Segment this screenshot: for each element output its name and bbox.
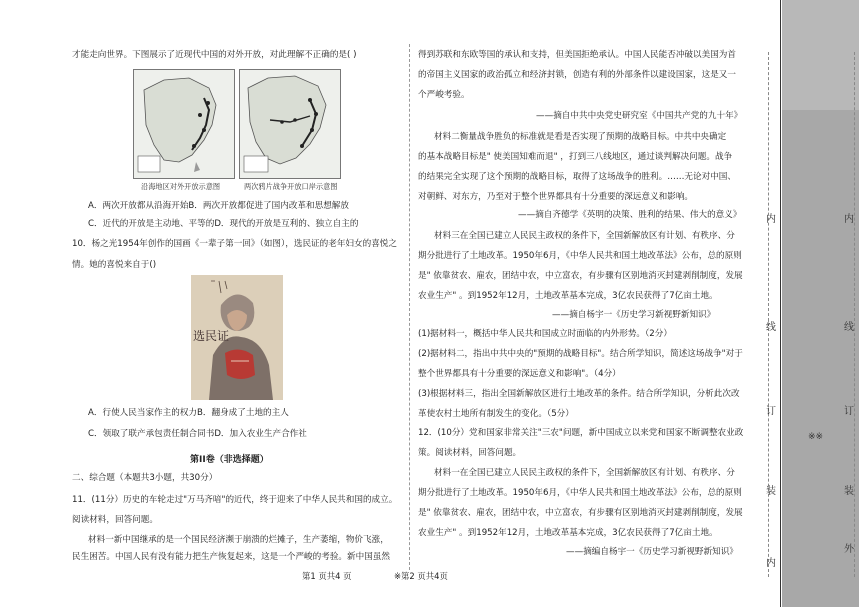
question-part-3-cont: 革使农村土地所有制发生的变化。（5分）	[418, 409, 574, 419]
material-3-line: 材料三在全国已建立人民民主政权的条件下，全国新解放区有计划、有秩序、分	[434, 231, 735, 241]
source-citation: ——摘编自杨宇一《历史学习新视野新知识》	[566, 547, 738, 557]
binding-line-label-outer: 线	[844, 322, 854, 333]
question-9-stem: 才能走向世界。下图展示了近现代中国的对外开放，对此理解不正确的是( )	[72, 50, 357, 60]
map-caption-left: 沿海地区对外开放示意图	[141, 182, 221, 191]
material-1-line: 是" 依靠贫农、雇农，团结中农，中立富农，有步骤有区别地消灭封建剥削制度，发展	[418, 508, 743, 518]
option-c-d: C．领取了联产承包责任制合同书D．加入农业生产合作社	[88, 429, 307, 439]
material-3-line: 农业生产" 。到1952年12月，土地改革基本完成，3亿农民获得了7亿亩土地。	[418, 291, 718, 301]
material-2-line: 的基本战略目标是" 使美国知难而退" ，打到三八线地区，通过谈判解决问题。战争	[418, 152, 733, 162]
coastal-open-map	[133, 69, 235, 179]
page-number-right: ※第2 页共4页	[394, 571, 448, 581]
binding-bind-label-outer: 装	[844, 486, 854, 497]
painting-image	[191, 275, 283, 400]
material-3-line: 是" 依靠贫农、雇农，团结中农，中立富农，有步骤有区别地消灭封建剥削制度，发展	[418, 271, 743, 281]
source-citation: ——摘自杨宇一《历史学习新视野新知识》	[552, 310, 716, 320]
material-1-line: 农业生产" 。到1952年12月，土地改革基本完成，3亿农民获得了7亿亩土地。	[418, 528, 718, 538]
material-line: 个严峻考验。	[418, 90, 470, 100]
binding-line-label: 线	[766, 322, 776, 333]
question-part-2: (2)据材料二，指出中共中央的"预期的战略目标"。结合所学知识，简述这场战争"对于	[418, 349, 743, 359]
binding-dashed-line	[768, 52, 769, 577]
column-divider	[409, 44, 410, 570]
question-11-stem: 11．(11分）历史的车轮走过"万马齐喑"的近代，终于迎来了中华人民共和国的成立。	[72, 495, 398, 505]
binding-frame	[762, 0, 781, 607]
binding-outer-label: 内	[766, 558, 776, 569]
material-2-line: 材料二衡量战争胜负的标准就是看是否实现了预期的战略目标。中共中央确定	[434, 132, 727, 142]
question-10-stem: 10．杨之光1954年创作的国画《一辈子第一回》（如图），选民证的老年妇女的喜悦之	[72, 239, 397, 249]
binding-inner-label: 内	[766, 214, 776, 225]
binding-margin	[760, 0, 860, 607]
map-caption-right: 两次鸦片战争开放口岸示意图	[244, 182, 338, 191]
question-part-2-cont: 整个世界都具有十分重要的深远意义和影响"。（4分）	[418, 369, 621, 379]
section-instructions: 二、综合题（本题共3小题，共30分）	[72, 473, 218, 483]
painting-voter-card-label: 选民证	[193, 329, 230, 343]
page-number-left: 第1 页共4 页	[302, 571, 352, 581]
question-11-instruction: 阅读材料，回答问题。	[72, 515, 158, 525]
material-2-line: 对朝鲜、对东方，乃至对于整个世界都具有十分重要的深远意义和影响。	[418, 192, 694, 202]
question-10-stem-cont: 情。她的喜悦来自于()	[72, 260, 157, 270]
question-12-instruction: 策。阅读材料，回答问题。	[418, 448, 522, 458]
material-2-line: 的结果完全实现了这个预期的战略目标，取得了这场战争的胜利。……无论对中国、	[418, 172, 736, 182]
material-3-line: 期分批进行了土地改革。1950年6月，《中华人民共和国土地改革法》公布，总的原则	[418, 251, 742, 261]
section-heading: 第II卷（非选择题）	[190, 455, 269, 465]
binding-marks: ※※	[808, 432, 824, 442]
question-12-stem: 12．(10分）党和国家非常关注"三农"问题，新中国成立以来党和国家不断调整农业政	[418, 428, 744, 438]
material-1-line: 期分批进行了土地改革。1950年6月，《中华人民共和国土地改革法》公布，总的原则	[418, 488, 742, 498]
binding-outer-label-outer: 外	[844, 544, 854, 555]
material-1-line: 民生困苦。中国人民有没有能力把生产恢复起来，这是一个严峻的考验。新中国虽然	[72, 552, 390, 562]
option-c-d: C．近代的开放是主动地、平等的D．现代的开放是互利的、独立自主的	[88, 219, 359, 229]
binding-bind-label: 装	[766, 486, 776, 497]
material-1-line: 材料一在全国已建立人民民主政权的条件下，全国新解放区有计划、有秩序、分	[434, 468, 735, 478]
option-a-b: A．行使人民当家作主的权力B．翻身成了土地的主人	[88, 408, 289, 418]
source-citation: ——摘自中共中央党史研究室《中国共产党的九十年》	[536, 111, 743, 121]
binding-gray-band-top	[782, 0, 859, 110]
option-a-b: A．两次开放都从沿海开始B．两次开放都促进了国内改革和思想解放	[88, 201, 349, 211]
question-part-3: (3)根据材料三，指出全国新解放区进行土地改革的条件。结合所学知识，分析此次改	[418, 389, 740, 399]
material-1-line: 材料一新中国继承的是一个国民经济濒于崩溃的烂摊子，生产萎缩，物价飞涨，	[88, 535, 389, 545]
material-line: 得到苏联和东欧等国的承认和支持，但美国拒绝承认。中国人民能否冲破以美国为首	[418, 50, 736, 60]
binding-order-label-outer: 订	[844, 406, 854, 417]
binding-order-label: 订	[766, 406, 776, 417]
source-citation: ——摘自齐德学《英明的决策、胜利的结果、伟大的意义》	[518, 210, 742, 220]
opium-war-ports-map	[239, 69, 341, 179]
cut-dashed-line	[854, 52, 855, 577]
binding-inner-label-outer: 内	[844, 214, 854, 225]
question-part-1: (1)据材料一，概括中华人民共和国成立时面临的内外形势。（2分）	[418, 329, 672, 339]
material-line: 的帝国主义国家的政治孤立和经济封锁，创造有利的外部条件以建设国家，这是又一	[418, 70, 736, 80]
